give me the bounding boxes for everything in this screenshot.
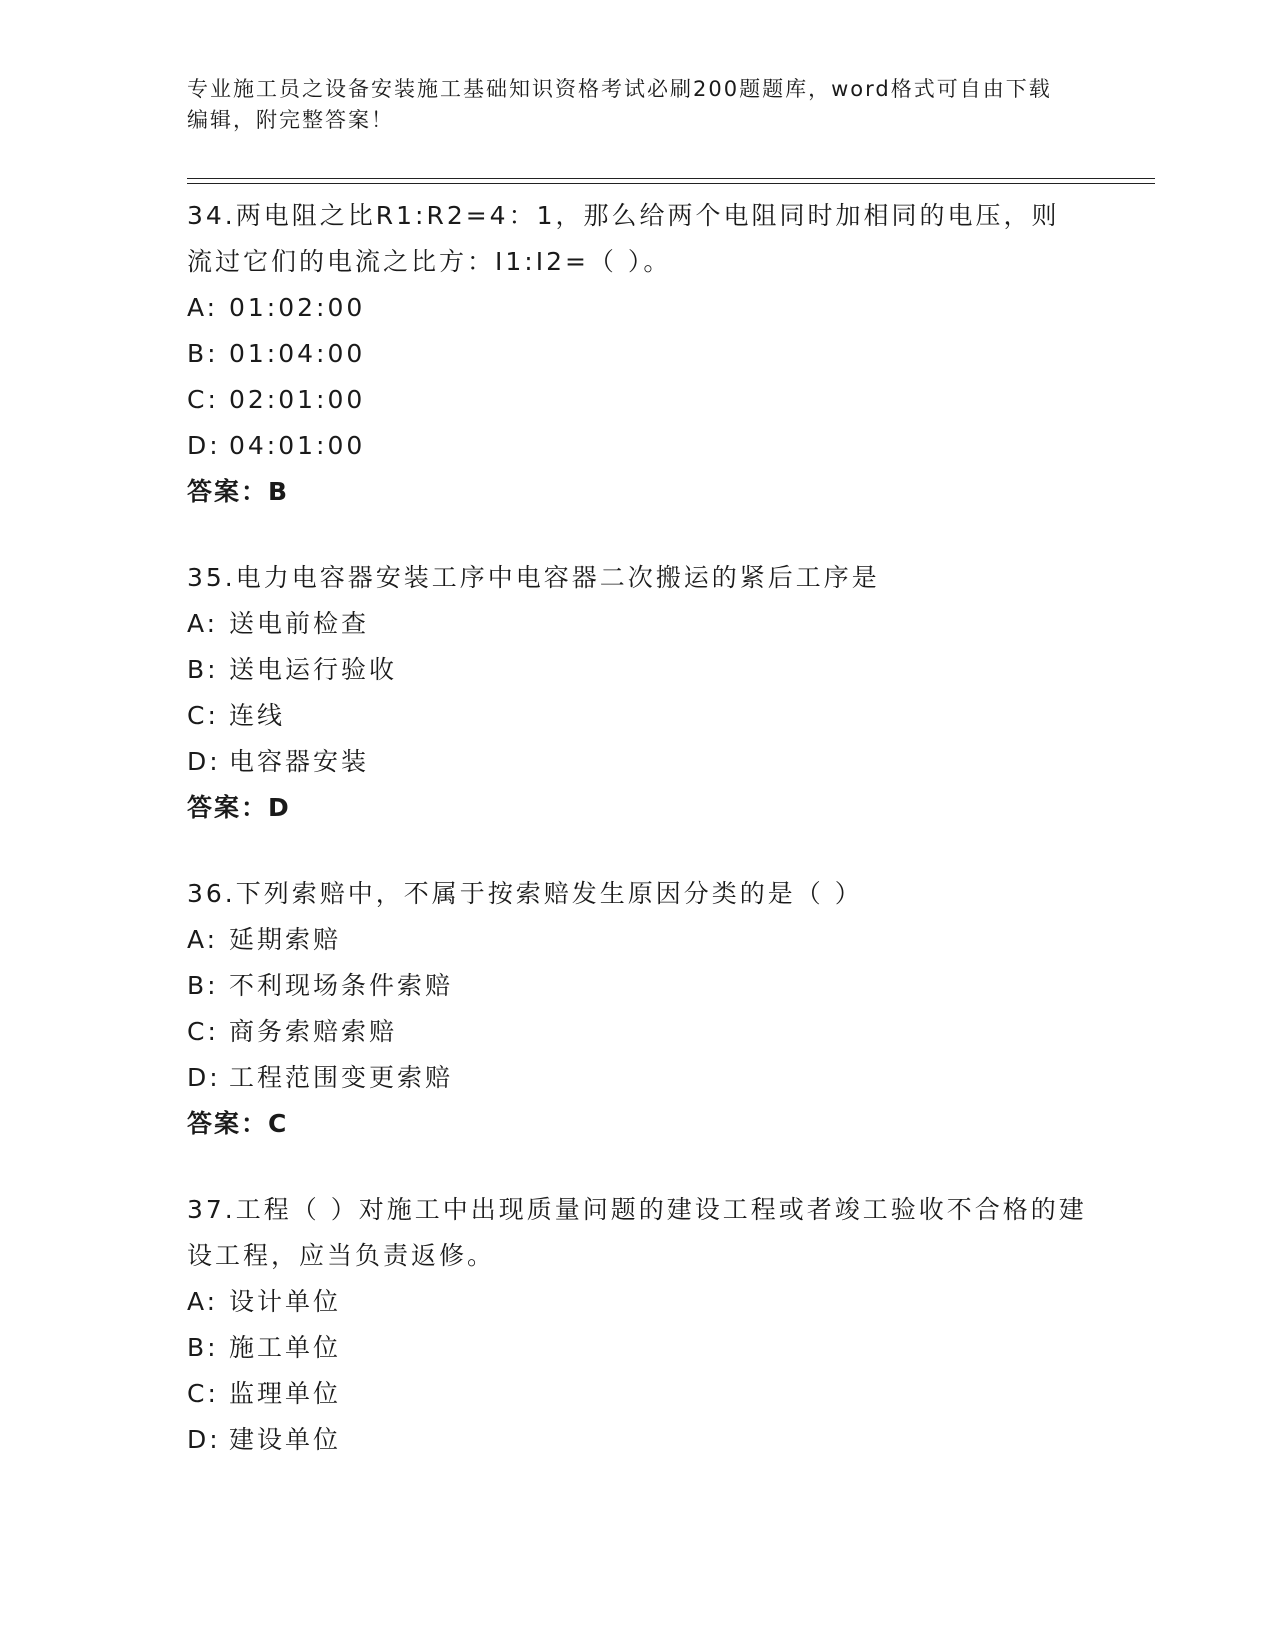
option-d [187,1417,1087,1463]
document-header: 专业施工员之设备安装施工基础知识资格考试必刷200题题库，word格式可自由下载编辑，附完整答案！ [187,77,1052,132]
option-a [187,1279,1087,1325]
option-letter: D: [187,1063,221,1092]
option-letter: B: [187,339,219,368]
option-letter: D: [187,431,221,460]
option-letter: B: [187,1333,219,1362]
option-text: 不利现场条件索赔 [229,971,454,1000]
option-c [187,1009,1087,1055]
option-c [187,377,1087,423]
question-34 [187,193,1087,515]
question-37 [187,1187,1087,1463]
option-text: 电容器安装 [229,747,370,776]
option-letter: B: [187,655,219,684]
option-letter: A: [187,925,219,954]
option-a [187,917,1087,963]
option-text: 01:02:00 [229,293,366,322]
answer-line: 答案：B [187,477,290,506]
option-c [187,1371,1087,1417]
option-letter: A: [187,609,219,638]
option-letter: A: [187,293,219,322]
option-b [187,331,1087,377]
option-text: 监理单位 [229,1379,342,1408]
option-letter: A: [187,1287,219,1316]
option-d [187,423,1087,469]
option-text: 02:01:00 [229,385,366,414]
option-letter: C: [187,1017,219,1046]
option-d [187,739,1087,785]
option-letter: D: [187,1425,221,1454]
question-stem: 34.两电阻之比R1:R2=4：1，那么给两个电阻同时加相同的电压，则流过它们的电流之比方：I1:I2=（ ）。 [187,201,1060,276]
question-stem: 35.电力电容器安装工序中电容器二次搬运的紧后工序是 [187,563,880,592]
option-b [187,963,1087,1009]
option-letter: C: [187,385,219,414]
option-b [187,647,1087,693]
option-text: 工程范围变更索赔 [229,1063,454,1092]
option-text: 施工单位 [229,1333,342,1362]
option-text: 01:04:00 [229,339,366,368]
option-text: 04:01:00 [229,431,366,460]
answer-line: 答案：C [187,1109,289,1138]
question-stem: 36.下列索赔中，不属于按索赔发生原因分类的是（ ） [187,879,863,908]
option-letter: B: [187,971,219,1000]
question-35 [187,555,1087,831]
option-text: 设计单位 [229,1287,342,1316]
option-text: 送电运行验收 [229,655,398,684]
option-a [187,285,1087,331]
header-rule-bottom [187,183,1155,184]
option-text: 商务索赔索赔 [229,1017,398,1046]
answer-line: 答案：D [187,793,291,822]
option-text: 延期索赔 [229,925,342,954]
header-rule-top [187,178,1155,179]
option-c [187,693,1087,739]
option-d [187,1055,1087,1101]
option-text: 连线 [229,701,286,730]
option-letter: D: [187,747,221,776]
question-list [187,193,1087,1503]
option-letter: C: [187,1379,219,1408]
option-a [187,601,1087,647]
question-stem: 37.工程（ ）对施工中出现质量问题的建设工程或者竣工验收不合格的建设工程，应当负责返修。 [187,1195,1087,1270]
option-letter: C: [187,701,219,730]
option-text: 送电前检查 [229,609,370,638]
question-36 [187,871,1087,1147]
option-text: 建设单位 [229,1425,342,1454]
option-b [187,1325,1087,1371]
